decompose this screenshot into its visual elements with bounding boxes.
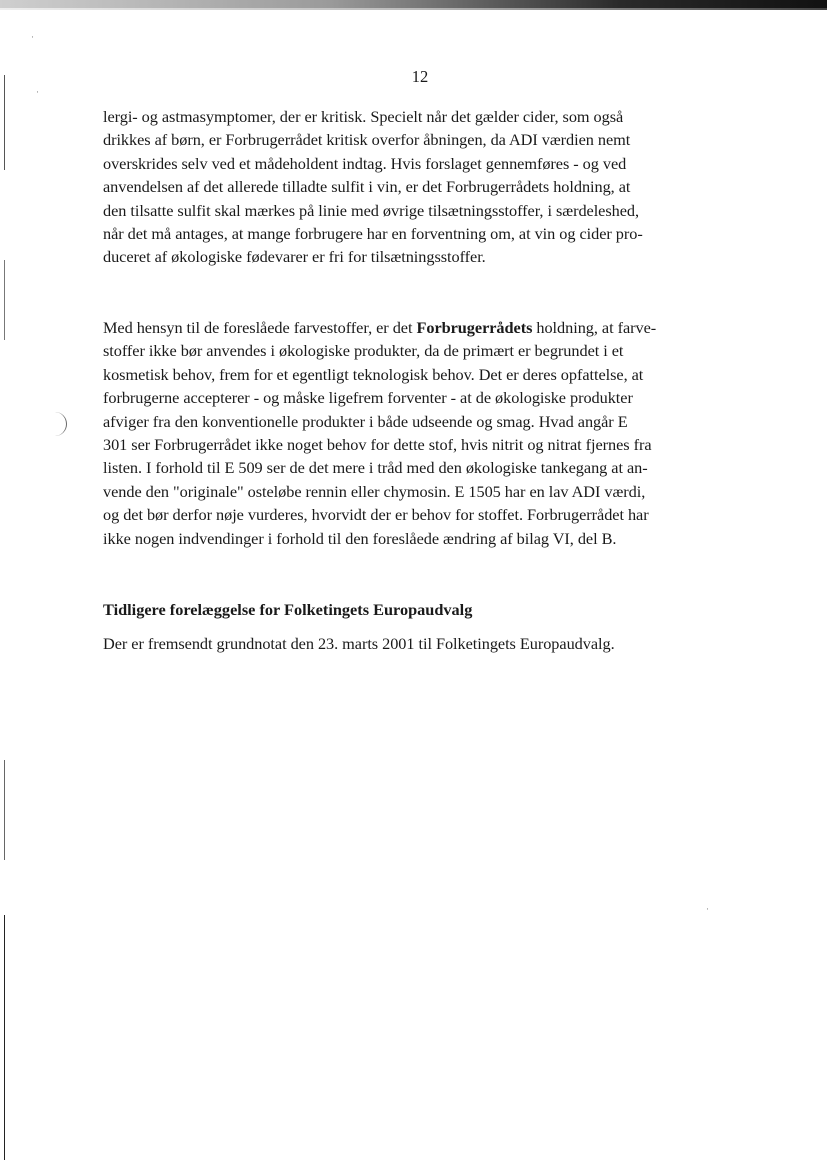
text-line: ikke nogen indvendinger i forhold til den foreslåede ændring af bilag VI, del B. <box>103 528 617 548</box>
text-line: duceret af økologiske fødevarer er fri for tilsætningsstoffer. <box>103 247 486 267</box>
scan-speck: · <box>36 87 39 97</box>
text-line: Der er fremsendt grundnotat den 23. marts 2001 til Folketingets Europaudvalg. <box>103 634 615 653</box>
punch-hole-mark <box>38 412 67 436</box>
text-line: lergi- og astmasymptomer, der er kritisk. Specielt når det gælder cider, som også <box>103 107 624 126</box>
page-number: 12 <box>411 67 429 86</box>
text-line: stoffer ikke bør anvendes i økologiske produkter, da de primært er begrundet i et <box>103 341 624 361</box>
scan-speck: · <box>706 904 709 914</box>
scan-left-edge <box>4 915 5 1160</box>
text-run: Med hensyn til de foreslåede farvestoffer, er det <box>103 318 417 337</box>
scan-left-edge <box>4 260 5 340</box>
bold-text: Forbrugerrådets <box>416 318 533 337</box>
text-line: drikkes af børn, er Forbrugerrådet kritisk overfor åbningen, da ADI værdien nemt <box>103 130 631 150</box>
text-run: holdning, at farve- <box>532 318 657 337</box>
text-line: og det bør derfor nøje vurderes, hvorvidt der er behov for stoffet. Forbrugerrådet har <box>103 505 649 525</box>
text-line: kosmetisk behov, frem for et egentligt teknologisk behov. Det er deres opfattelse, at <box>103 364 644 384</box>
section-heading: Tidligere forelæggelse for Folketingets Europaudvalg <box>103 600 473 619</box>
text-line: anvendelsen af det allerede tilladte sulfit i vin, er det Forbrugerrådets holdning, at <box>103 177 631 197</box>
scan-left-edge <box>4 75 5 170</box>
text-line: listen. I forhold til E 509 ser de det mere i tråd med den økologiske tankegang at an- <box>103 458 648 478</box>
section-body <box>103 632 743 655</box>
paragraph-sulfit <box>103 105 743 269</box>
scan-left-edge <box>4 760 5 860</box>
text-line: 301 ser Forbrugerrådet ikke noget behov for dette stof, hvis nitrit og nitrat fjernes fra <box>103 435 652 455</box>
text-line <box>103 316 743 339</box>
text-line: vende den "originale" osteløbe rennin eller chymosin. E 1505 har en lav ADI værdi, <box>103 481 646 501</box>
paragraph-farvestoffer <box>103 316 743 550</box>
text-line: når det må antages, at mange forbrugere har en forventning om, at vin og cider pro- <box>103 224 643 244</box>
scan-speck: · <box>31 32 34 42</box>
text-line: forbrugerne accepterer - og måske ligefrem forventer - at de økologiske produkter <box>103 388 633 408</box>
text-line: den tilsatte sulfit skal mærkes på linie med øvrige tilsætningsstoffer, i særdeleshed, <box>103 200 640 220</box>
text-line: afviger fra den konventionelle produkter i både udseende og smag. Hvad angår E <box>103 411 628 431</box>
text-line: overskrides selv ved et mådeholdent indtag. Hvis forslaget gennemføres - og ved <box>103 153 627 173</box>
scan-top-edge <box>0 0 827 8</box>
